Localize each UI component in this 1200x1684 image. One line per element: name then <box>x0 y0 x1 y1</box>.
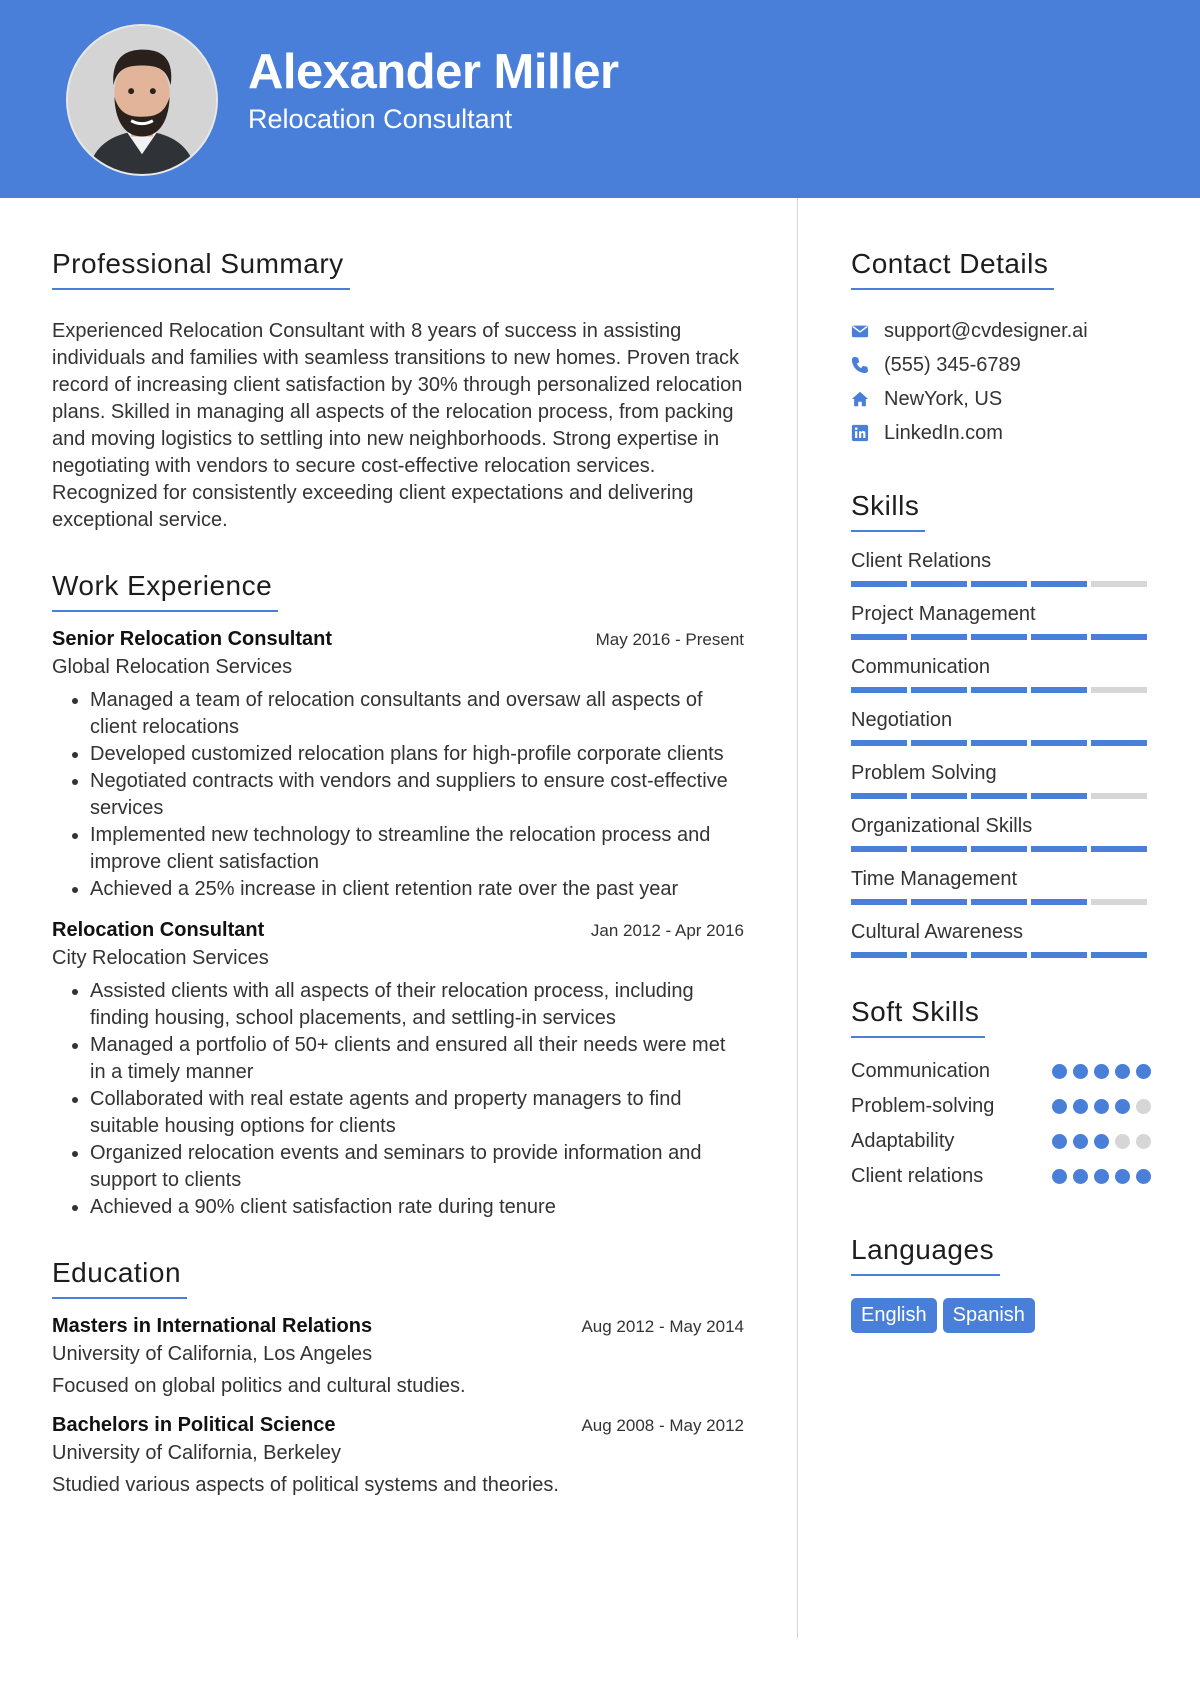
experience-section <box>52 570 744 1221</box>
job-entry <box>52 919 744 1221</box>
skill-level-segment <box>851 740 907 746</box>
skill-level-segment <box>1091 793 1147 799</box>
job-bullet: • Achieved a 90% client satisfaction rate during tenure <box>90 1194 744 1221</box>
skill-item <box>851 866 1151 905</box>
skill-level-segment <box>971 634 1027 640</box>
skill-level-bar <box>851 687 1151 693</box>
skill-level-segment <box>1091 634 1147 640</box>
linkedin-icon <box>851 424 869 442</box>
rating-dot <box>1052 1134 1067 1149</box>
job-bullet: • Negotiated contracts with vendors and suppliers to ensure cost-effective services <box>90 768 744 822</box>
summary-section <box>52 248 744 534</box>
soft-skill-rating <box>1052 1134 1151 1149</box>
skill-level-segment <box>971 846 1027 852</box>
skill-level-segment <box>851 634 907 640</box>
rating-dot <box>1073 1134 1088 1149</box>
skill-level-segment <box>1091 740 1147 746</box>
skill-name: Negotiation <box>851 709 953 731</box>
skill-level-segment <box>911 793 967 799</box>
soft-skill-rating <box>1052 1064 1151 1079</box>
skills-heading: Skills <box>851 490 925 532</box>
languages-heading: Languages <box>851 1234 1000 1276</box>
contact-email-text: support@cvdesigner.ai <box>884 319 1088 342</box>
rating-dot <box>1115 1134 1130 1149</box>
rating-dot <box>1136 1064 1151 1079</box>
job-title: Relocation Consultant <box>52 919 265 941</box>
skill-level-segment <box>911 581 967 587</box>
contact-section <box>851 248 1151 450</box>
job-title: Senior Relocation Consultant <box>52 628 333 650</box>
job-entry <box>52 628 744 903</box>
skill-level-segment <box>1031 899 1087 905</box>
phone-icon <box>851 356 869 374</box>
skill-item <box>851 813 1151 852</box>
soft-skill-name: Client relations <box>851 1165 984 1187</box>
home-icon <box>851 390 869 408</box>
skill-level-segment <box>971 581 1027 587</box>
soft-skill-name: Adaptability <box>851 1130 955 1152</box>
skill-level-segment <box>911 634 967 640</box>
rating-dot <box>1094 1064 1109 1079</box>
skill-level-segment <box>1091 687 1147 693</box>
skill-level-bar <box>851 634 1151 640</box>
rating-dot <box>1052 1169 1067 1184</box>
skill-level-bar <box>851 952 1151 958</box>
rating-dot <box>1094 1099 1109 1114</box>
job-bullet: • Managed a portfolio of 50+ clients and ensured all their needs were met in a timely manner <box>90 1032 744 1086</box>
soft-skill-item <box>851 1089 1151 1124</box>
skill-level-segment <box>851 687 907 693</box>
skill-level-segment <box>1031 687 1087 693</box>
school-name: University of California, Berkeley <box>52 1442 341 1464</box>
job-date: Jan 2012 - Apr 2016 <box>590 921 744 940</box>
languages-list <box>851 1298 1151 1333</box>
soft-skill-name: Problem-solving <box>851 1095 995 1117</box>
skill-item <box>851 919 1151 958</box>
skill-level-bar <box>851 740 1151 746</box>
skill-level-segment <box>1091 846 1147 852</box>
soft-skills-list <box>851 1054 1151 1194</box>
skill-level-segment <box>1031 740 1087 746</box>
skills-section <box>851 490 1151 958</box>
degree-description: Studied various aspects of political systems and theories. <box>52 1474 559 1496</box>
rating-dot <box>1052 1064 1067 1079</box>
skill-level-segment <box>851 846 907 852</box>
rating-dot <box>1136 1169 1151 1184</box>
skill-item <box>851 601 1151 640</box>
candidate-name: Alexander Miller <box>248 45 619 99</box>
rating-dot <box>1115 1099 1130 1114</box>
job-bullet: • Implemented new technology to streamline the relocation process and improve client satisfaction <box>90 822 744 876</box>
education-section <box>52 1257 744 1497</box>
skill-item <box>851 548 1151 587</box>
skill-level-segment <box>1091 581 1147 587</box>
skill-name: Client Relations <box>851 550 992 572</box>
skill-level-segment <box>1031 581 1087 587</box>
skill-name: Cultural Awareness <box>851 921 1023 943</box>
school-name: University of California, Los Angeles <box>52 1343 373 1365</box>
job-bullet: • Managed a team of relocation consultants and oversaw all aspects of client relocations <box>90 687 744 741</box>
soft-skills-heading: Soft Skills <box>851 996 985 1038</box>
envelope-icon <box>851 322 869 340</box>
rating-dot <box>1094 1134 1109 1149</box>
skill-name: Project Management <box>851 603 1036 625</box>
soft-skill-item <box>851 1054 1151 1089</box>
soft-skill-name: Communication <box>851 1060 990 1082</box>
education-heading: Education <box>52 1257 187 1299</box>
experience-heading: Work Experience <box>52 570 278 612</box>
language-badge: Spanish <box>943 1298 1035 1333</box>
skill-level-segment <box>1091 952 1147 958</box>
soft-skill-rating <box>1052 1169 1151 1184</box>
skills-list <box>851 548 1151 958</box>
column-divider <box>797 198 798 1638</box>
job-bullets <box>52 687 744 903</box>
degree-description: Focused on global politics and cultural studies. <box>52 1375 466 1397</box>
skill-level-segment <box>851 952 907 958</box>
avatar <box>66 24 218 176</box>
skill-level-segment <box>971 899 1027 905</box>
main-column <box>52 248 744 1497</box>
job-bullet: • Achieved a 25% increase in client retention rate over the past year <box>90 876 744 903</box>
job-bullet: • Collaborated with real estate agents and property managers to find suitable housing options for clients <box>90 1086 744 1140</box>
skill-level-segment <box>911 952 967 958</box>
job-company: Global Relocation Services <box>52 656 293 678</box>
skill-level-segment <box>851 581 907 587</box>
contact-phone-text: (555) 345-6789 <box>884 353 1021 376</box>
degree-title: Masters in International Relations <box>52 1315 373 1337</box>
candidate-title: Relocation Consultant <box>248 104 513 134</box>
education-entry <box>52 1315 744 1398</box>
skill-item <box>851 707 1151 746</box>
job-company: City Relocation Services <box>52 947 269 969</box>
rating-dot <box>1073 1064 1088 1079</box>
contact-location <box>851 382 1151 416</box>
skill-level-segment <box>911 846 967 852</box>
rating-dot <box>1052 1099 1067 1114</box>
job-bullet: • Assisted clients with all aspects of their relocation process, including finding housing, school placements, and settling-in services <box>90 978 744 1032</box>
skill-name: Problem Solving <box>851 762 997 784</box>
job-bullet: • Organized relocation events and seminars to provide information and support to clients <box>90 1140 744 1194</box>
degree-date: Aug 2012 - May 2014 <box>581 1317 744 1336</box>
contact-phone[interactable] <box>851 348 1151 382</box>
contact-heading: Contact Details <box>851 248 1054 290</box>
degree-date: Aug 2008 - May 2012 <box>581 1416 744 1435</box>
contact-linkedin[interactable] <box>851 416 1151 450</box>
profile-photo <box>68 26 216 174</box>
languages-section <box>851 1234 1151 1333</box>
soft-skill-item <box>851 1124 1151 1159</box>
skill-level-segment <box>911 687 967 693</box>
soft-skill-item <box>851 1159 1151 1194</box>
skill-item <box>851 760 1151 799</box>
skill-name: Communication <box>851 656 990 678</box>
skill-level-segment <box>911 740 967 746</box>
job-bullet: • Developed customized relocation plans for high-profile corporate clients <box>90 741 744 768</box>
education-entry <box>52 1414 744 1497</box>
skill-level-bar <box>851 899 1151 905</box>
rating-dot <box>1136 1134 1151 1149</box>
summary-text: Experienced Relocation Consultant with 8 years of success in assisting individuals and families with seamless transitions to new homes. Proven track record of increasing client satisfaction by 30% through personalized relocation plans. Skilled in managing all aspects of the relocation process, from packing and moving logistics to settling into new neighborhoods. Strong expertise in negotiating with vendors to secure cost-effective relocation services. Recognized for consistently exceeding client expectations and delivering exceptional service. <box>52 320 743 531</box>
skill-level-bar <box>851 793 1151 799</box>
skill-level-bar <box>851 846 1151 852</box>
side-column <box>851 248 1151 1333</box>
rating-dot <box>1115 1064 1130 1079</box>
skill-level-segment <box>851 899 907 905</box>
contact-location-text: NewYork, US <box>884 387 1003 410</box>
skill-name: Time Management <box>851 868 1017 890</box>
skill-level-segment <box>851 793 907 799</box>
soft-skill-rating <box>1052 1099 1151 1114</box>
skill-level-segment <box>911 899 967 905</box>
skill-level-segment <box>971 952 1027 958</box>
degree-title: Bachelors in Political Science <box>52 1414 336 1436</box>
skill-level-segment <box>971 793 1027 799</box>
summary-heading: Professional Summary <box>52 248 350 290</box>
job-bullets <box>52 978 744 1221</box>
contact-linkedin-text: LinkedIn.com <box>884 421 1003 444</box>
skill-level-bar <box>851 581 1151 587</box>
header-banner <box>0 0 1200 198</box>
skill-level-segment <box>971 740 1027 746</box>
skill-name: Organizational Skills <box>851 815 1033 837</box>
skill-level-segment <box>1031 634 1087 640</box>
skill-level-segment <box>1091 899 1147 905</box>
soft-skills-section <box>851 996 1151 1194</box>
skill-level-segment <box>1031 846 1087 852</box>
rating-dot <box>1073 1099 1088 1114</box>
contact-email[interactable] <box>851 314 1151 348</box>
skill-level-segment <box>1031 952 1087 958</box>
rating-dot <box>1136 1099 1151 1114</box>
skill-item <box>851 654 1151 693</box>
rating-dot <box>1115 1169 1130 1184</box>
rating-dot <box>1073 1169 1088 1184</box>
skill-level-segment <box>971 687 1027 693</box>
job-date: May 2016 - Present <box>595 630 744 649</box>
rating-dot <box>1094 1169 1109 1184</box>
language-badge: English <box>851 1298 937 1333</box>
skill-level-segment <box>1031 793 1087 799</box>
